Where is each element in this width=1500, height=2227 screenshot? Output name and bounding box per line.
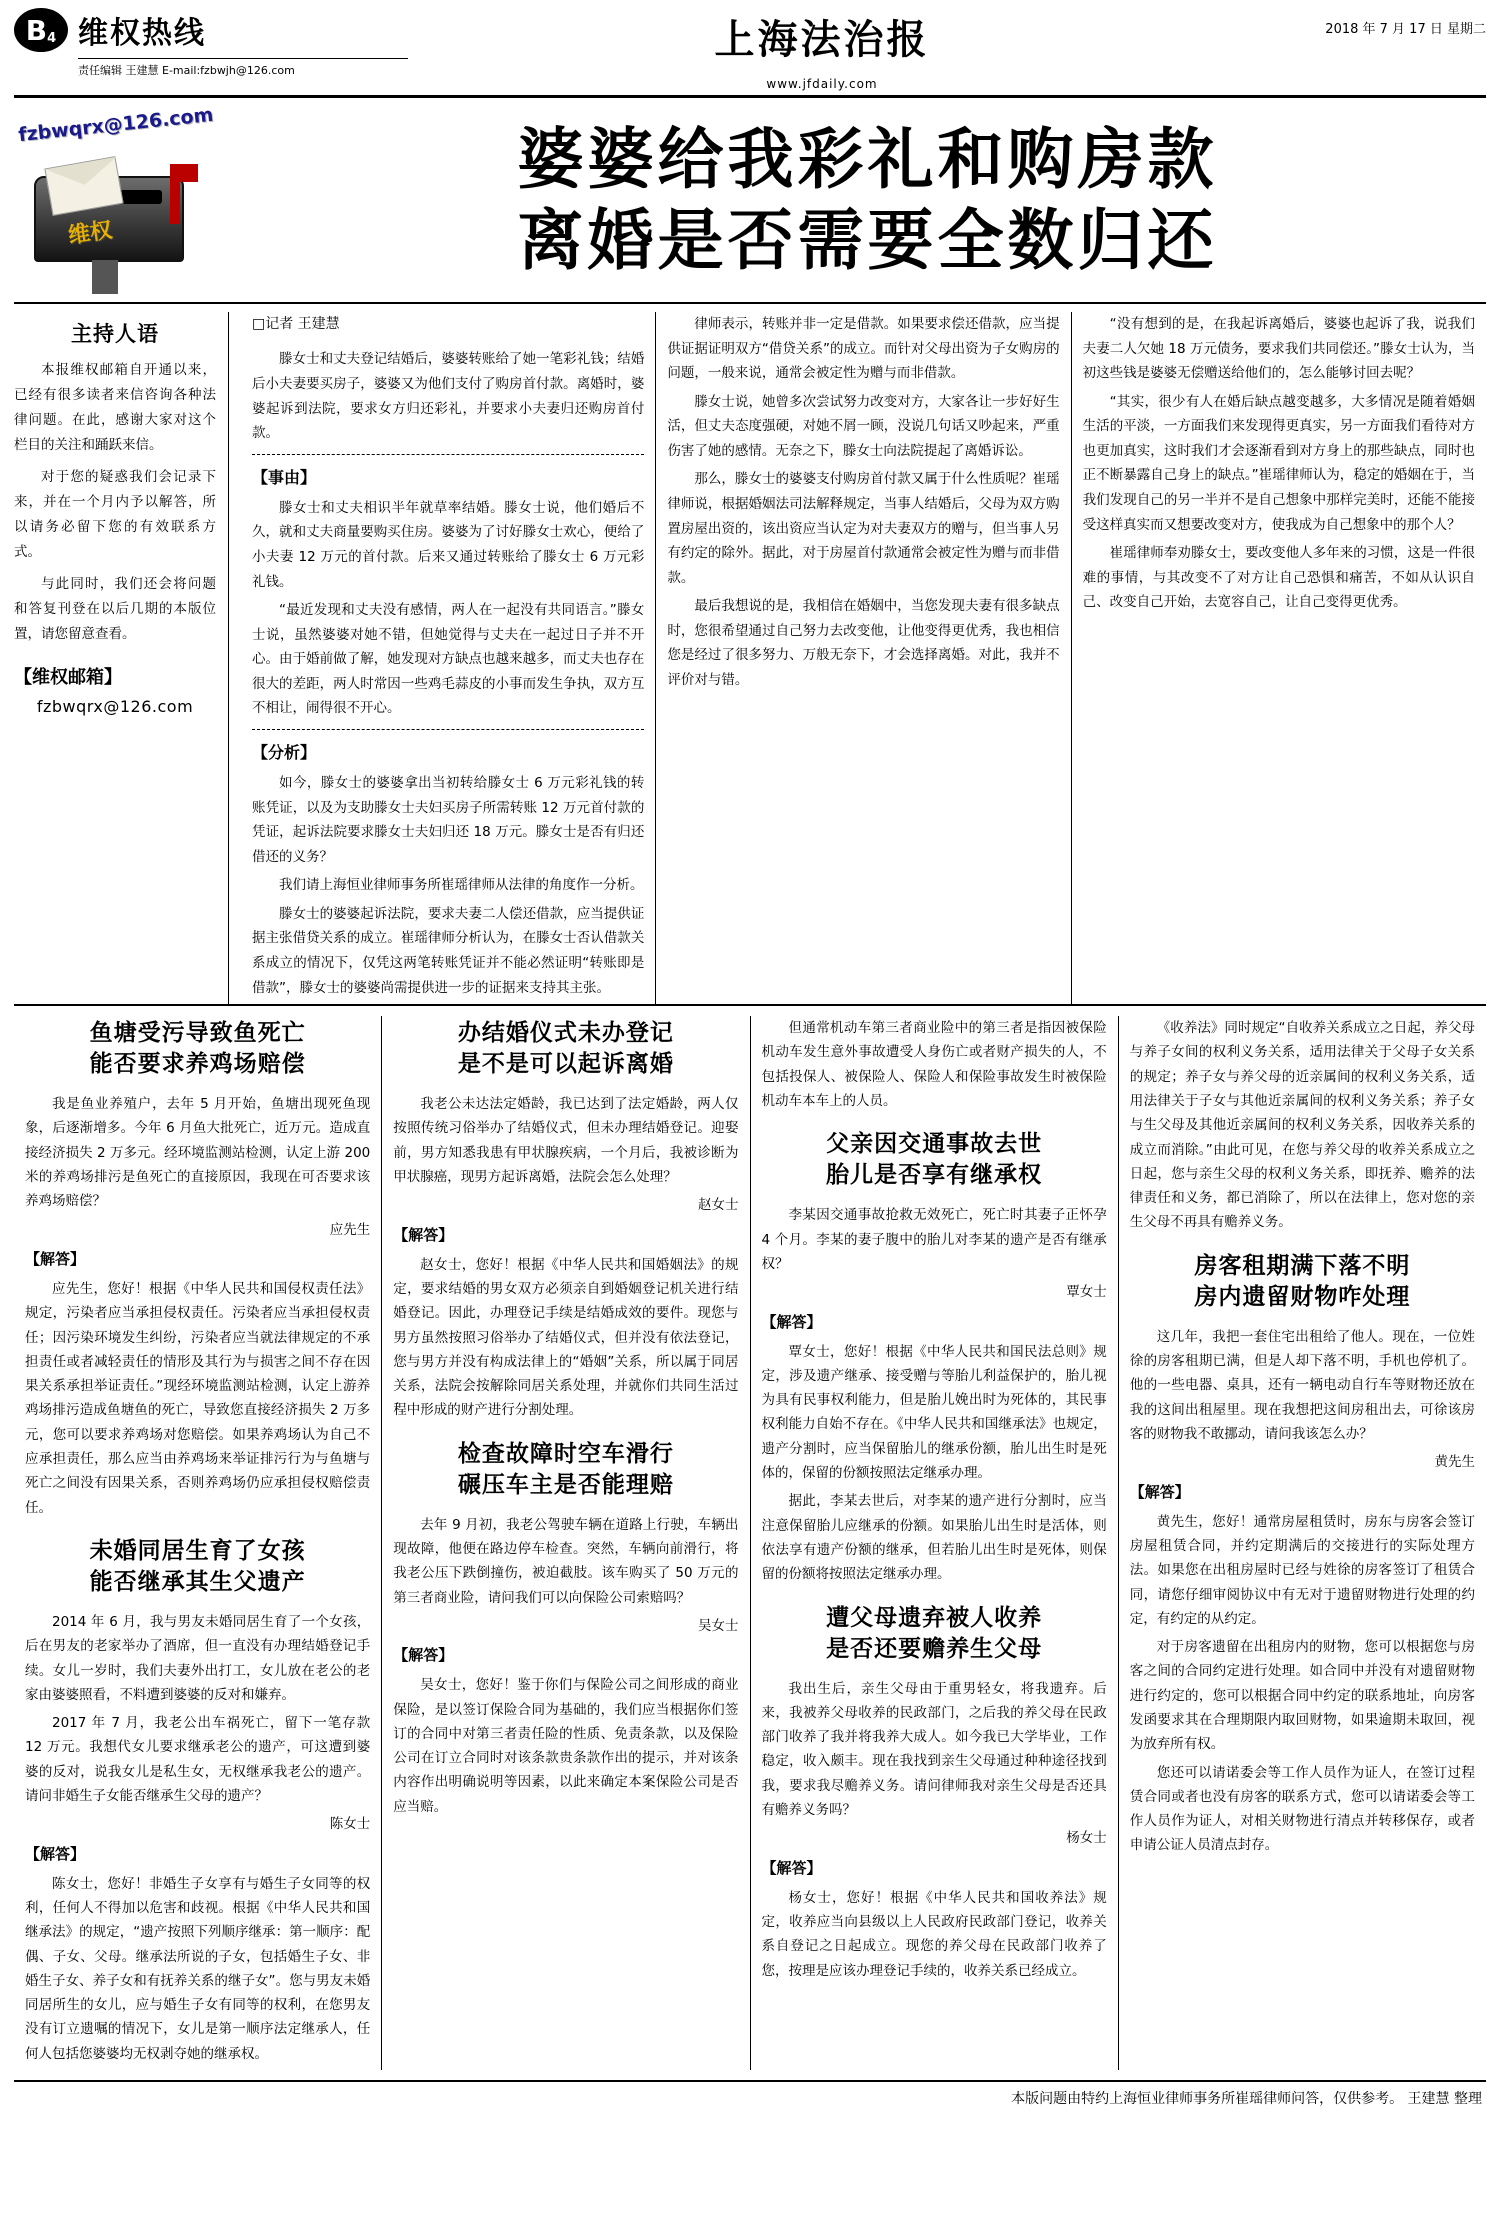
qa-answer-label: 【解答】 (25, 1249, 86, 1268)
headline-area (14, 98, 1486, 304)
headline-line-2: 离婚是否需要全数归还 (517, 202, 1218, 279)
qa-title (25, 1018, 370, 1080)
qa-answer-label: 【解答】 (393, 1225, 454, 1244)
qa-title-line-1: 办结婚仪式未办登记 (457, 1020, 674, 1047)
mailbox-section-label: 【维权邮箱】 (14, 666, 122, 688)
mailbox-post (92, 260, 118, 294)
qa-title-line-1: 遭父母遗弃被人收养 (826, 1604, 1043, 1631)
lead-intro-paragraph: 滕女士和丈夫登记结婚后，婆婆转账给了她一笔彩礼钱；结婚后小夫妻要买房子，婆婆又为他们支付了购房首付款。离婚时，婆婆起诉到法院，要求女方归还彩礼，并要求小夫妻归还购房首付款。 (252, 351, 645, 442)
qa-asker: 吴女士 (698, 1618, 739, 1634)
qa-question: 我出生后，亲生父母由于重男轻女，将我遗弃。后来，我被养父母收养的民政部门，之后我的养父母在民政部门收养了我并将我养大成人。如今我已大学毕业，工作稳定，收入颇丰。现在我找到亲生父母通过种种途径找到我，要求我尽赡养义务。请问律师我对亲生父母是否还具有赡养义务吗？ (761, 1680, 1107, 1819)
lead-column-3 (1071, 312, 1486, 1004)
qa-asker: 赵女士 (698, 1197, 739, 1214)
mailbox-illustration (14, 103, 229, 296)
qa-title (762, 1129, 1107, 1191)
qa-asker: 黄先生 (1434, 1454, 1475, 1471)
qa-answer-label: 【解答】 (393, 1646, 454, 1665)
analysis-paragraph: 崔瑶律师奉劝滕女士，要改变他人多年来的习惯，这是一件很难的事情，与其改变不了对方让自己恐惧和痛苦，不如从认识自己、改变自己开始，去宽容自己，让自己变得更优秀。 (1082, 545, 1475, 611)
paper-url: www.jfdaily.com (766, 77, 878, 91)
qa-asker: 陈女士 (329, 1816, 371, 1833)
analysis-paragraph: 如今，滕女士的婆婆拿出当初转给滕女士 6 万元彩礼钱的转账凭证，以及为支助滕女士夫妇买房子所需转账 12 万元首付款的凭证，起诉法院要求滕女士夫妇归还 18 万元。滕女士是否有归还借还的义务？ (252, 775, 645, 865)
qa-asker: 应先生 (329, 1221, 371, 1238)
qa-answer-label: 【解答】 (761, 1312, 822, 1331)
paper-name: 上海法治报 (714, 16, 930, 63)
divider (252, 454, 644, 455)
host-column (14, 312, 229, 1004)
qa-answer: 黄先生，您好！通常房屋租赁时，房东与房客会签订房屋租赁合同，并约定期满后的交接进行的实际处理方法。如果您在出租房屋时已经与姓徐的房客签订了租赁合同，请您仔细审阅协议中有无对于遗留财物进行处理的约定，有约定的从约定。 (1129, 1513, 1475, 1627)
qa-title (25, 1536, 370, 1598)
masthead-left (78, 8, 408, 78)
qa-answer: 您还可以请诺委会等工作人员作为证人，在签订过程赁合同或者也没有房客的联系方式，您可以请诺委会等工作人员作为证人，对相关财物进行清点并转移保存，或者申请公证人员清点封存。 (1129, 1764, 1475, 1854)
qa-asker: 杨女士 (1066, 1830, 1107, 1847)
page-footer: 本版问题由特约上海恒业律师事务所崔瑶律师问答，仅供参考。 王建慧 整理 (14, 2080, 1486, 2110)
host-title: 主持人语 (71, 322, 159, 346)
page-number-badge (14, 8, 68, 52)
headline-text (229, 106, 1486, 296)
qa-answer: 杨女士，您好！根据《中华人民共和国收养法》规定，收养应当向县级以上人民政府民政部门登记，收养关系自登记之日起成立。现您的养父母在民政部门收养了您，按理是应该办理登记手续的，收养关系已经成立。 (761, 1889, 1107, 1979)
qa-column-2 (381, 1016, 749, 2070)
qa-title-line-1: 房客租期满下落不明 (1194, 1252, 1411, 1279)
lead-column-1 (241, 312, 655, 1004)
analysis-paragraph: 我们请上海恒业律师事务所崔瑶律师从法律的角度作一分析。 (279, 877, 644, 894)
lead-intro-paragraph: 律师表示，转账并非一定是借款。如果要求偿还借款，应当提供证据证明双方“借贷关系”的成立。而针对父母出资为子女购房的问题，一般来说，通常会被定性为赠与而非借款。 (667, 316, 1060, 382)
qa-answer: 据此，李某去世后，对李某的遗产进行分割时，应当注意保留胎儿应继承的份额。如果胎儿出生时是活体，则依法享有遗产份额的继承，但若胎儿出生时是死体，则保留的份额将按照法定继承办理。 (761, 1493, 1107, 1583)
email-tag-label: fzbwqrx@126.com (17, 103, 215, 147)
qa-title (762, 1603, 1107, 1665)
qa-question: 去年 9 月初，我老公驾驶车辆在道路上行驶，车辆出现故障，他便在路边停车检查。突然，车辆向前滑行，将我老公压下跌倒撞伤，被迫截肢。该车购买了 50 万元的第三者商业险，请问我们可以向保险公司索赔吗？ (393, 1516, 739, 1606)
top-section (14, 304, 1486, 1006)
analysis-paragraph: 最后我想说的是，我相信在婚姻中，当您发现夫妻有很多缺点时，您很希望通过自己努力去改变他，让他变得更优秀，我也相信您是经过了很多努力、万般无奈下，才会选择离婚。对此，我并不评价对与错。 (667, 598, 1060, 688)
mailbox-flag-icon (170, 164, 180, 224)
qa-title (393, 1439, 738, 1501)
reason-paragraph: 滕女士说，她曾多次尝试努力改变对方，大家各让一步好好生活，但丈夫态度强硬，对她不屑一顾，没说几句话又吵起来，严重伤害了她的感情。无奈之下，滕女士向法院提起了离婚诉讼。 (667, 393, 1060, 459)
qa-column-3 (750, 1016, 1118, 2070)
qa-answer: 应先生，您好！根据《中华人民共和国侵权责任法》规定，污染者应当承担侵权责任。污染者应当承担侵权责任；因污染环境发生纠纷，污染者应当就法律规定的不承担责任或者减轻责任的情形及其行为与损害之间不存在因果关系承担举证责任。”现经环境监测站检测，认定上游养鸡场排污造成鱼塘鱼的死亡，导致您直接经济损失 2 万多元，您可以要求养鸡场对您赔偿。如果养鸡场认为自己不应承担责任，那么应当由养鸡场来举证排污行为与鱼塘与死亡之间没有因果关系，否则养鸡场仍应承担侵权赔偿责任。 (25, 1280, 371, 1516)
qa-title-line-2: 是否还要赡养生父母 (826, 1635, 1043, 1662)
divider (252, 729, 644, 730)
analysis-paragraph: 那么，滕女士的婆婆支付购房首付款又属于什么性质呢？崔瑶律师说，根据婚姻法司法解释规定，当事人结婚后，父母为双方购置房屋出资的，该出资应当认定为对夫妻双方的赠与，但当事人另有约定的除外。据此，对于房屋首付款通常会被定性为赠与而非借款。 (667, 471, 1060, 586)
masthead (14, 8, 1486, 98)
qa-title-line-2: 房内遗留财物咋处理 (1194, 1283, 1411, 1310)
qa-title-line-2: 能否要求养鸡场赔偿 (89, 1051, 306, 1078)
qa-column-4 (1118, 1016, 1486, 2070)
qa-title (393, 1018, 738, 1080)
section-heading-reason: 【事由】 (252, 467, 317, 487)
qa-title-line-2: 胎儿是否享有继承权 (826, 1162, 1043, 1189)
section-heading-analysis: 【分析】 (252, 742, 317, 762)
reason-paragraph: “没有想到的是，在我起诉离婚后，婆婆也起诉了我，说我们夫妻二人欠她 18 万元债务，要求我们共同偿还。”滕女士认为，当初这些钱是婆婆无偿赠送给他们的，怎么能够讨回去呢？ (1082, 316, 1475, 382)
stamp-label: 维权 (66, 218, 114, 249)
analysis-paragraph: 滕女士的婆婆起诉法院，要求夫妻二人偿还借款，应当提供证据主张借贷关系的成立。崔瑶律师分析认为，在滕女士否认借款关系成立的情况下，仅凭这两笔转账凭证并不能必然证明“转账即是借款”，滕女士的婆婆尚需提供进一步的证据来支持其主张。 (252, 905, 645, 996)
lead-column-2 (655, 312, 1070, 1004)
qa-answer: 赵女士，您好！根据《中华人民共和国婚姻法》的规定，要求结婚的男女双方必须亲自到婚姻登记机关进行结婚登记。因此，办理登记手续是结婚成效的要件。现您与男方虽然按照习俗举办了结婚仪式，但并没有依法登记，您与男方并没有构成法律上的“婚姻”关系，所以属于同居关系，法院会按解除同居关系处理，并就你们共同生活过程中形成的财产进行分割处理。 (393, 1256, 739, 1419)
qa-title-line-2: 碾压车主是否能理赔 (457, 1471, 674, 1498)
reason-paragraph: “最近发现和丈夫没有感情，两人在一起没有共同语言。”滕女士说，虽然婆婆对她不错，但她觉得与丈夫在一起过日子并不开心。由于婚前做了解，她发现对方缺点也越来越多，而丈夫也存在很大的差距，两人时常因一些鸡毛蒜皮的小事而发生争执，双方互不相让，闹得很不开心。 (252, 602, 645, 717)
masthead-center (408, 8, 1236, 91)
qa-section (14, 1006, 1486, 2070)
headline-line-1: 婆婆给我彩礼和购房款 (517, 121, 1218, 199)
qa-answer-continued: 但通常机动车第三者商业险中的第三者是指因被保险机动车发生意外事故遭受人身伤亡或者财产损失的人，不包括投保人、被保险人、保险人和保险事故发生时被保险机动车本车上的人员。 (761, 1020, 1107, 1109)
byline: □记者 王建慧 (252, 316, 340, 332)
publication-date: 2018 年 7 月 17 日 星期二 (1325, 22, 1486, 37)
qa-column-1 (14, 1016, 381, 2070)
qa-asker: 覃女士 (1066, 1284, 1107, 1301)
qa-answer-label: 【解答】 (25, 1844, 86, 1863)
host-paragraph: 对于您的疑惑我们会记录下来，并在一个月内予以解答，所以请务必留下您的有效联系方式。 (14, 468, 216, 560)
qa-question: 我老公未达法定婚龄，我已达到了法定婚龄，两人仅按照传统习俗举办了结婚仪式，但未办理结婚登记。迎娶前，男方知悉我患有甲状腺疾病，一个月后，我被诊断为甲状腺癌，现男方起诉离婚，法院会怎么处理？ (393, 1096, 739, 1186)
qa-answer-label: 【解答】 (761, 1858, 822, 1877)
qa-question: 我是鱼业养殖户，去年 5 月开始，鱼塘出现死鱼现象，后逐渐增多。今年 6 月鱼大批死亡，近万元。造成直接经济损失 2 万多元。经环境监测站检测，认定上游 200 米的养鸡场排污是鱼死亡的直接原因，我现在可否要求该养鸡场赔偿？ (25, 1096, 371, 1210)
mailbox-address: fzbwqrx@126.com (36, 696, 194, 716)
qa-answer: 陈女士，您好！非婚生子女享有与婚生子女同等的权利，任何人不得加以危害和歧视。根据《中华人民共和国继承法》的规定，“遗产按照下列顺序继承：第一顺序：配偶、子女、父母。继承法所说的子女，包括婚生子女、非婚生子女、养子女和有抚养关系的继子女”。您与男友未婚同居所生的女儿，应与婚生子女有同等的权利，在您男友没有订立遗嘱的情况下，女儿是第一顺序法定继承人，任何人包括您婆婆均无权剥夺她的继承权。 (25, 1875, 371, 2062)
qa-title-line-1: 鱼塘受污导致鱼死亡 (89, 1020, 306, 1047)
analysis-paragraph: “其实，很少有人在婚后缺点越变越多，大多情况是随着婚姻生活的平淡，一方面我们来发现得更真实，另一方面我们看待对方也更加真实，这时我们才会逐渐看到对方身上的那些缺点，同时也正不断暴露自己身上的缺点。”崔瑶律师认为，稳定的婚姻在于，当我们发现自己的另一半并不是自己想象中那样完美时，还能不能接受这样真实而又想要改变对方，使我成为自己想象中的那个人？ (1082, 393, 1475, 533)
qa-title (1130, 1251, 1475, 1313)
qa-title-line-2: 是不是可以起诉离婚 (457, 1051, 674, 1078)
qa-question: 2017 年 7 月，我老公出车祸死亡，留下一笔存款 12 万元。我想代女儿要求继承老公的遗产，可这遭到婆婆的反对，说我女儿是私生女，无权继承我老公的遗产。请问非婚生子女能否继承生父母的遗产？ (25, 1715, 371, 1805)
editor-line: 责任编辑 王建慧 E-mail:fzbwjh@126.com (78, 58, 408, 78)
qa-answer-label: 【解答】 (1129, 1482, 1190, 1501)
mailbox-graphic (20, 146, 210, 296)
qa-question: 2014 年 6 月，我与男友未婚同居生育了一个女孩，后在男友的老家举办了酒席，但一直没有办理结婚登记手续。女儿一岁时，我们夫妻外出打工，女儿放在老公的老家由婆婆照看，不料遭到婆婆的反对和嫌弃。 (25, 1614, 371, 1703)
page-badge-letter: B (25, 13, 48, 47)
qa-answer: 覃女士，您好！根据《中华人民共和国民法总则》规定，涉及遗产继承、接受赠与等胎儿利益保护的，胎儿视为具有民事权利能力，但是胎儿娩出时为死体的，其民事权利能力自始不存在。《中华人民共和国继承法》也规定，遗产分割时，应当保留胎儿的继承份额，胎儿出生时是死体的，保留的份额按照法定继承办理。 (761, 1343, 1107, 1482)
qa-title-line-2: 能否继承其生父遗产 (89, 1568, 306, 1595)
reason-paragraph: 滕女士和丈夫相识半年就草率结婚。滕女士说，他们婚后不久，就和丈夫商量要购买住房。婆婆为了讨好滕女士欢心，便给了小夫妻 12 万元的首付款。后来又通过转账给了滕女士 6 万元彩礼钱。 (252, 499, 645, 590)
qa-title-line-1: 父亲因交通事故去世 (826, 1131, 1043, 1158)
qa-answer-continued: 《收养法》同时规定“自收养关系成立之日起，养父母与养子女间的权利义务关系，适用法律关于父母子女关系的规定；养子女与养父母的近亲属间的权利义务关系，适用法律关于子女与其他近亲属间的权利义务关系；养子女与生父母及其他近亲属间的权利义务关系，因收养关系的成立而消除。”由此可见，在您与养父母的收养关系成立之日起，您与亲生父母的权利义务关系，即抚养、赡养的法律责任和义务，都已消除了，所以在法律上，您对您的亲生父母不再具有赡养义务。 (1129, 1020, 1475, 1231)
lead-story (229, 312, 1486, 1004)
host-paragraph: 与此同时，我们还会将问题和答复刊登在以后几期的本版位置，请您留意查看。 (14, 575, 216, 642)
qa-title-line-1: 未婚同居生育了女孩 (89, 1537, 306, 1564)
page-badge-number: 4 (47, 31, 57, 46)
qa-title-line-1: 检查故障时空车滑行 (457, 1440, 674, 1467)
qa-question: 李某因交通事故抢救无效死亡，死亡时其妻子正怀孕 4 个月。李某的妻子腹中的胎儿对李某的遗产是否有继承权？ (761, 1207, 1107, 1272)
qa-question: 这几年，我把一套住宅出租给了他人。现在，一位姓徐的房客租期已满，但是人却下落不明，手机也停机了。他的一些电器、桌具，还有一辆电动自行车等财物还放在我的这间出租屋里。现在我想把这间房租出去，可徐该房客的财物我不敢挪动，请问我该怎么办？ (1129, 1328, 1475, 1443)
host-paragraph: 本报维权邮箱自开通以来，已经有很多读者来信咨询各种法律问题。在此，感谢大家对这个栏目的关注和踊跃来信。 (14, 362, 216, 453)
qa-answer: 对于房客遗留在出租房内的财物，您可以根据您与房客之间的合同约定进行处理。如合同中并没有对遗留财物进行约定的，您可以根据合同中约定的联系地址，向房客发函要求其在合理期限内取回财物，如果逾期未取回，视为放弃所有权。 (1129, 1639, 1475, 1753)
section-title: 维权热线 (78, 16, 206, 51)
qa-answer: 吴女士，您好！鉴于你们与保险公司之间形成的商业保险，是以签订保险合同为基础的，我们应当根据你们签订的合同中对第三者责任险的性质、免责条款，以及保险公司在订立合同时对该条款贵条款作出的提示，并对该条内容作出明确说明等因素，以此来确定本案保险公司是否应当赔。 (393, 1677, 739, 1815)
